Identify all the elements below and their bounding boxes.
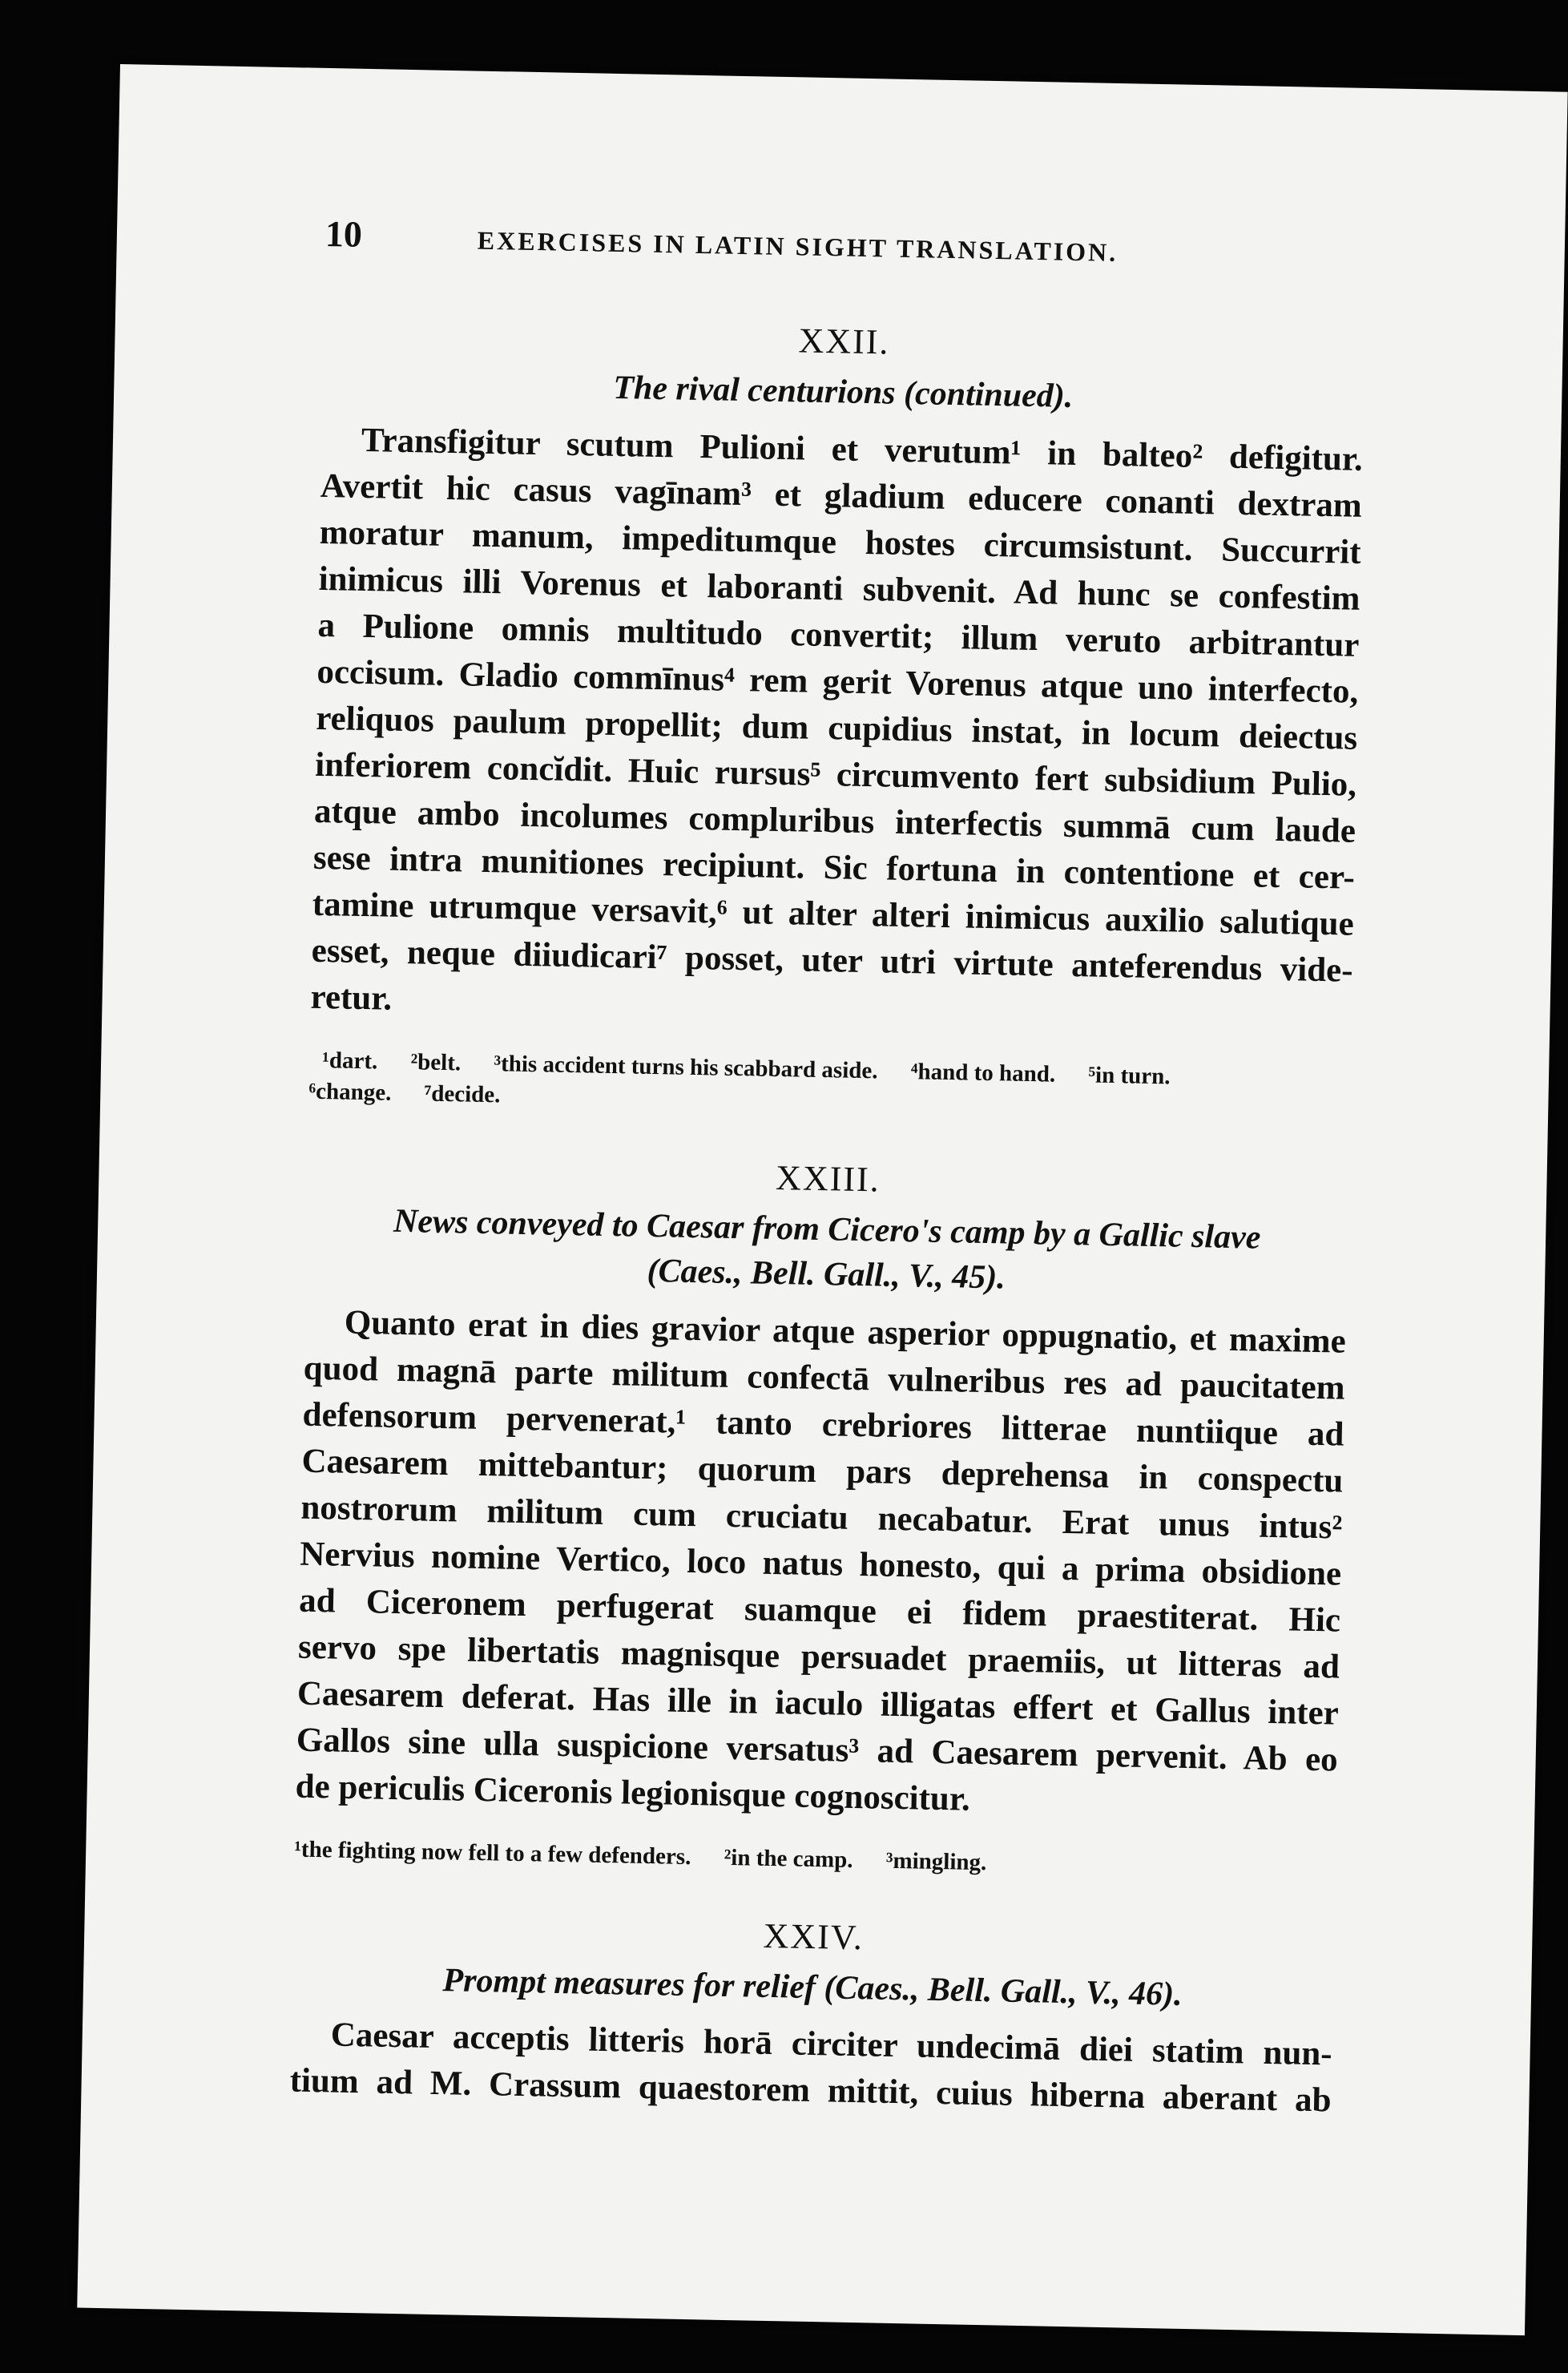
passage-line: a Pulione omnis multitudo convertit; illum veruto arbitrantur [317,606,1360,664]
section-xxiv [289,1906,1335,2125]
latin-passage [295,1299,1346,1830]
passage-line: moratur manum, impeditumque hostes circumsistunt. Succurrit [319,513,1362,571]
section-title [305,1197,1348,1307]
passage-line: Gallos sine ulla suspicione versatus³ ad Caesarem pervenit. Ab eo [296,1721,1339,1779]
footnote: ¹the fighting now fell to a few defenders. [293,1837,691,1871]
passage-line: Caesar acceptis litteris horā circiter undecimā diei statim nun- [330,2016,1333,2073]
page-content [289,212,1367,2141]
footnote: ³this accident turns his scabbard aside. [494,1051,878,1084]
footnotes [294,1834,1336,1886]
section-title-line: News conveyed to Caesar from Cicero's camp by a Gallic slave [393,1202,1261,1257]
footnote: ³mingling. [885,1848,987,1876]
passage-line: de periculis Ciceronis legionisque cognoscitur. [295,1768,971,1819]
section-number: XXIII. [775,1157,881,1200]
page-number: 10 [324,212,363,255]
passage-line: retur. [310,979,393,1018]
passage-line: ad Ciceronem perfugerat suamque ei fidem praestiterat. Hic [298,1581,1341,1640]
running-head [324,212,1367,275]
footnotes [308,1045,1351,1128]
footnote: ²belt. [410,1049,462,1076]
running-head-title: EXERCISES IN LATIN SIGHT TRANSLATION. [477,225,1119,267]
latin-passage [289,2012,1332,2125]
passage-line: Avertit hic casus vagīnam³ et gladium educere conanti dextram [320,466,1363,525]
section-xxii [308,311,1365,1128]
passage-line: inferiorem concĭdit. Huic rursus⁵ circumvento fert subsidium Pulio, [314,745,1357,804]
passage-line: Nervius nomine Vertico, loco natus honesto, qui a prima obsidione [299,1535,1342,1593]
footnote: ⁵in turn. [1088,1062,1171,1090]
passage-line: Caesarem deferat. Has ille in iaculo illigatas effert et Gallus inter [296,1674,1340,1733]
passage-line: quod magnā parte militum confectā vulneribus res ad paucitatem [303,1349,1346,1407]
passage-line: inimicus illi Vorenus et laboranti subvenit. Ad hunc se confestim [318,559,1360,618]
passage-line: esset, neque diiudicari⁷ posset, uter utri virtute anteferendus vide- [311,931,1354,990]
section-title: Prompt measures for relief (Caes., Bell. Gall., V., 46). [442,1961,1183,2013]
footnote: ⁴hand to hand. [910,1059,1056,1088]
passage-line: Caesarem mittebantur; quorum pars deprehensa in conspectu [301,1442,1344,1500]
passage-line: sese intra munitiones recipiunt. Sic fortuna in contentione et cer- [312,838,1356,897]
passage-line: nostrorum militum cum cruciatu necabatur. Erat unus intus² [300,1488,1343,1547]
section-number: XXII. [798,321,890,362]
footnote: ⁷decide. [424,1080,501,1108]
passage-line: reliquos paulum propellit; dum cupidius instat, in locum deiectus [315,699,1358,757]
section-title: The rival centurions (continued). [612,369,1074,415]
footnote: ¹dart. [321,1047,378,1075]
passage-line: atque ambo incolumes compluribus interfectis summā cum laude [313,792,1356,850]
passage-line: tamine utrumque versavit,⁶ ut alter alteri inimicus auxilio salutique [312,885,1355,943]
passage-line: defensorum pervenerat,¹ tanto crebriores litterae nuntiique ad [302,1395,1344,1454]
passage-line: occisum. Gladio commīnus⁴ rem gerit Vorenus atque uno interfecto, [316,652,1359,711]
footnote-row [294,1834,1336,1886]
passage-line: servo spe libertatis magnisque persuadet praemiis, ut litteras ad [297,1628,1340,1686]
book-page [77,64,1567,2335]
footnote: ⁶change. [308,1079,392,1107]
section-xxiii [294,1148,1349,1886]
passage-line: tium ad M. Crassum quaestorem mittit, cuius hiberna aberant ab [289,2061,1332,2120]
passage-line: Quanto erat in dies gravior atque asperior oppugnatio, et maxime [344,1303,1347,1361]
section-title-line: (Caes., Bell. Gall., V., 45). [647,1253,1006,1297]
latin-passage [310,417,1363,1041]
passage-line: Transfigitur scutum Pulioni et verutum¹ in balteo² defigitur. [361,421,1364,478]
footnote: ²in the camp. [724,1845,853,1874]
section-number: XXIV. [763,1915,865,1957]
